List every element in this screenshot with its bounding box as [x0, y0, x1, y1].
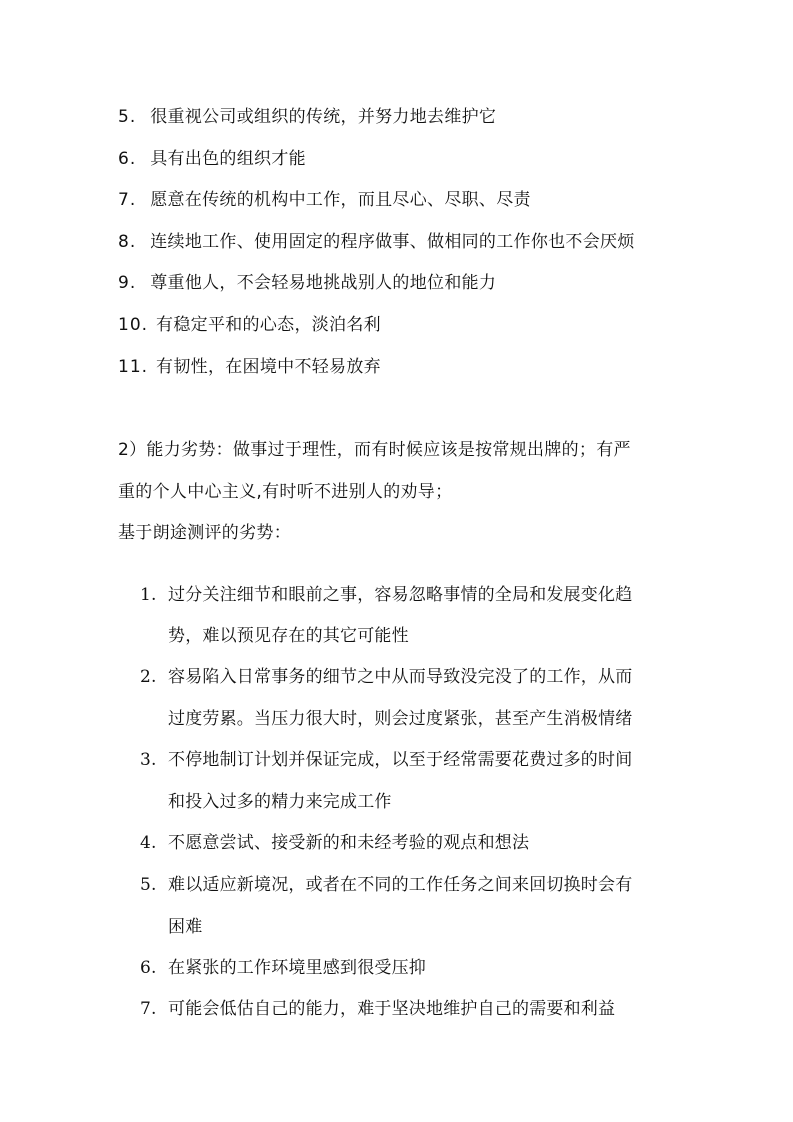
- list-number: 6.: [140, 958, 157, 978]
- weakness-list-item: [140, 832, 529, 854]
- trait-text: 愿意在传统的机构中工作，而且尽心、尽职、尽责: [150, 190, 531, 210]
- list-text: 不停地制订计划并保证完成，以至于经常需要花费过多的时间: [168, 750, 633, 770]
- trait-text: 具有出色的组织才能: [150, 149, 306, 169]
- list-text: 可能会低估自己的能力，难于坚决地维护自己的需要和利益: [168, 999, 616, 1019]
- list-text-continuation: 和投入过多的精力来完成工作: [168, 792, 392, 812]
- weakness-list-item: [140, 666, 632, 688]
- list-text: 在紧张的工作环境里感到很受压抑: [168, 958, 426, 978]
- list-text-continuation: 势，难以预见存在的其它可能性: [168, 626, 409, 646]
- weakness-paragraph-line: 重的个人中心主义,有时听不进别人的劝导；: [118, 482, 453, 502]
- list-text: 过分关注细节和眼前之事，容易忽略事情的全局和发展变化趋: [168, 585, 633, 605]
- list-number: 1.: [140, 585, 157, 605]
- trait-item: [118, 148, 306, 170]
- trait-item: [118, 356, 381, 378]
- trait-number: 9.: [118, 273, 137, 293]
- trait-item: [118, 106, 496, 128]
- trait-text: 很重视公司或组织的传统，并努力地去维护它: [150, 107, 497, 127]
- trait-text: 有稳定平和的心态，淡泊名利: [156, 315, 381, 335]
- weakness-list-item: [140, 749, 632, 771]
- trait-number: 5.: [118, 107, 137, 127]
- list-number: 3.: [140, 750, 157, 770]
- trait-number: 6.: [118, 149, 137, 169]
- list-text: 难以适应新境况，或者在不同的工作任务之间来回切换时会有: [168, 875, 633, 895]
- trait-number: 7.: [118, 190, 137, 210]
- list-number: 5.: [140, 875, 157, 895]
- list-text: 容易陷入日常事务的细节之中从而导致没完没了的工作，从而: [168, 667, 633, 687]
- weakness-list-item: [140, 998, 615, 1020]
- trait-text: 有韧性，在困境中不轻易放弃: [156, 357, 381, 377]
- list-number: 7.: [140, 999, 157, 1019]
- list-text-continuation: 过度劳累。当压力很大时，则会过度紧张，甚至产生消极情绪: [168, 709, 633, 729]
- weakness-paragraph-line: 2）能力劣势：做事过于理性，而有时候应该是按常规出牌的；有严: [118, 440, 631, 460]
- trait-number: 10.: [118, 315, 149, 335]
- list-number: 2.: [140, 667, 157, 687]
- weakness-subheading: 基于朗途测评的劣势：: [118, 523, 291, 543]
- trait-item: [118, 231, 635, 253]
- trait-text: 连续地工作、使用固定的程序做事、做相同的工作你也不会厌烦: [150, 232, 635, 252]
- trait-item: [118, 272, 496, 294]
- weakness-list-item: [140, 957, 426, 979]
- trait-item: [118, 314, 381, 336]
- list-text-continuation: 困难: [168, 917, 203, 937]
- list-number: 4.: [140, 833, 157, 853]
- weakness-list-item: [140, 874, 632, 896]
- trait-number: 8.: [118, 232, 137, 252]
- trait-text: 尊重他人，不会轻易地挑战别人的地位和能力: [150, 273, 497, 293]
- weakness-list-item: [140, 584, 632, 606]
- trait-number: 11.: [118, 357, 149, 377]
- trait-item: [118, 189, 531, 211]
- list-text: 不愿意尝试、接受新的和未经考验的观点和想法: [168, 833, 530, 853]
